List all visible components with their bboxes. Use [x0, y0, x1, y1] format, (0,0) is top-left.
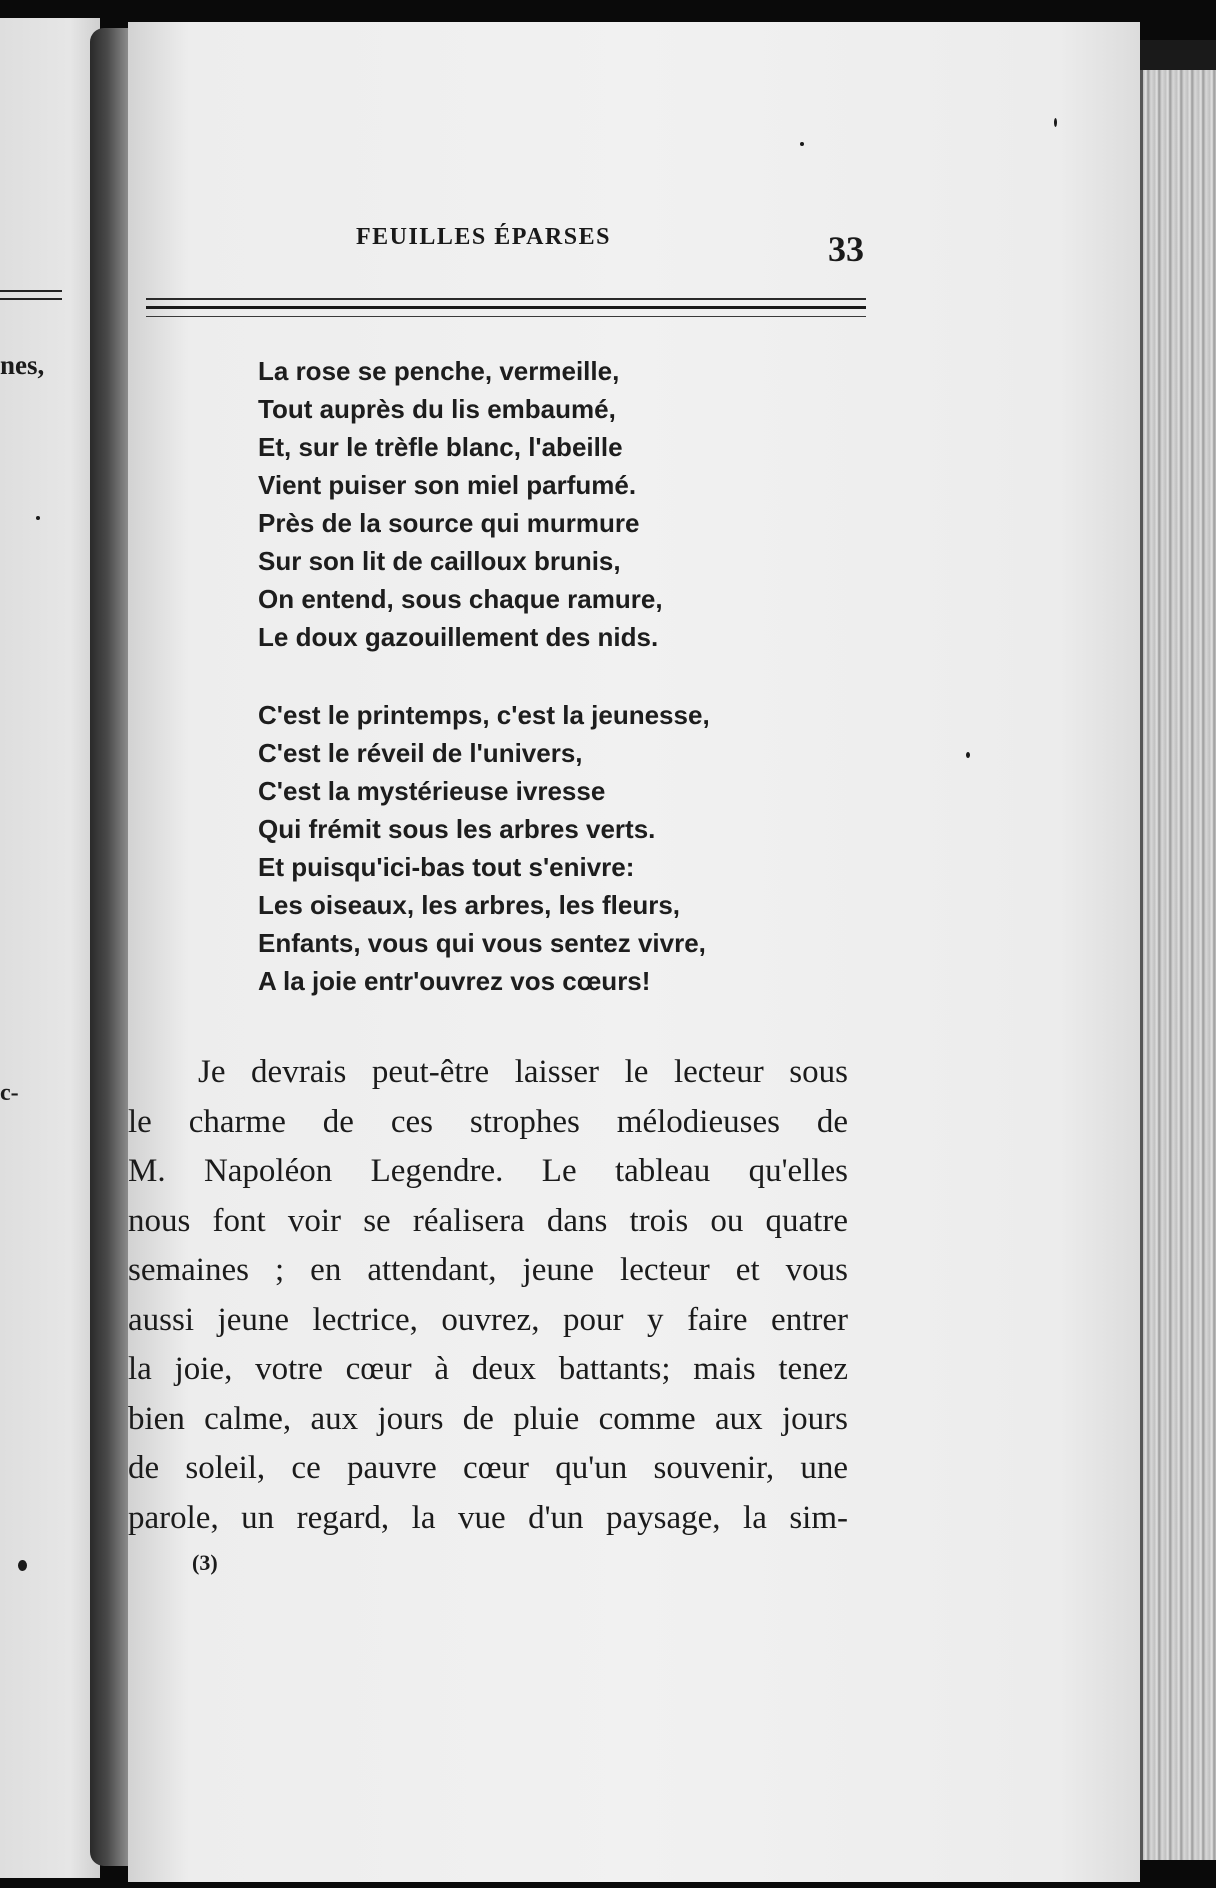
- dust-speck: [966, 752, 970, 758]
- left-page: [0, 18, 100, 1878]
- left-page-fragment: nes,: [0, 350, 45, 380]
- poem-verse: Tout auprès du lis embaumé,: [258, 394, 616, 424]
- left-page-rule: [0, 290, 62, 292]
- poem-verse: La rose se penche, vermeille,: [258, 356, 620, 386]
- poem-verse: Près de la source qui murmure: [258, 508, 640, 538]
- poem-verse: C'est la mystérieuse ivresse: [258, 776, 606, 806]
- poem-verse: Et, sur le trèfle blanc, l'abeille: [258, 432, 623, 462]
- poem-verse: Et puisqu'ici-bas tout s'enivre:: [258, 852, 635, 882]
- running-title: FEUILLES ÉPARSES: [356, 224, 611, 250]
- poem-verse: Sur son lit de cailloux brunis,: [258, 546, 621, 576]
- prose-line: semaines ; en attendant, jeune lecteur et vous: [128, 1252, 848, 1288]
- poem-stanza: [258, 696, 710, 1000]
- prose-line: aussi jeune lectrice, ouvrez, pour y faire entrer: [128, 1301, 848, 1338]
- prose-line: le charme de ces strophes mélodieuses de: [128, 1103, 848, 1140]
- dust-speck: [36, 516, 40, 520]
- dust-speck: [800, 142, 804, 146]
- signature-mark: (3): [192, 1550, 218, 1575]
- ink-speck: [18, 1560, 27, 1571]
- poem-verse: Les oiseaux, les arbres, les fleurs,: [258, 890, 681, 920]
- poem-verse: Qui frémit sous les arbres verts.: [258, 814, 656, 844]
- prose-line: nous font voir se réalisera dans trois ou quatre: [128, 1202, 848, 1239]
- prose-line: M. Napoléon Legendre. Le tableau qu'elles: [128, 1153, 848, 1189]
- prose-line: bien calme, aux jours de pluie comme aux jours: [128, 1400, 848, 1437]
- poem-verse: C'est le printemps, c'est la jeunesse,: [258, 700, 710, 730]
- poem-verse: Enfants, vous qui vous sentez vivre,: [258, 928, 706, 958]
- header-rule: [146, 298, 866, 300]
- left-page-fragment: c-: [0, 1080, 19, 1106]
- page-block-edges: [1140, 70, 1216, 1860]
- header-rule: [146, 316, 866, 317]
- left-page-rule: [0, 298, 62, 300]
- page-number: 33: [828, 229, 864, 269]
- prose-paragraph: [128, 1048, 848, 1543]
- prose-line: de soleil, ce pauvre cœur qu'un souvenir, une: [128, 1450, 848, 1486]
- prose-line: parole, un regard, la vue d'un paysage, la sim-: [128, 1499, 848, 1536]
- poem-verse: A la joie entr'ouvrez vos cœurs!: [258, 966, 651, 996]
- poem-verse: C'est le réveil de l'univers,: [258, 738, 583, 768]
- poem-stanza: [258, 352, 663, 656]
- poem-verse: On entend, sous chaque ramure,: [258, 584, 663, 614]
- header-rule: [146, 306, 866, 309]
- prose-line: la joie, votre cœur à deux battants; mais tenez: [128, 1351, 848, 1387]
- prose-line: Je devrais peut-être laisser le lecteur sous: [198, 1054, 848, 1090]
- poem-verse: Vient puiser son miel parfumé.: [258, 470, 637, 500]
- dust-speck: [1054, 118, 1057, 127]
- poem-verse: Le doux gazouillement des nids.: [258, 622, 659, 652]
